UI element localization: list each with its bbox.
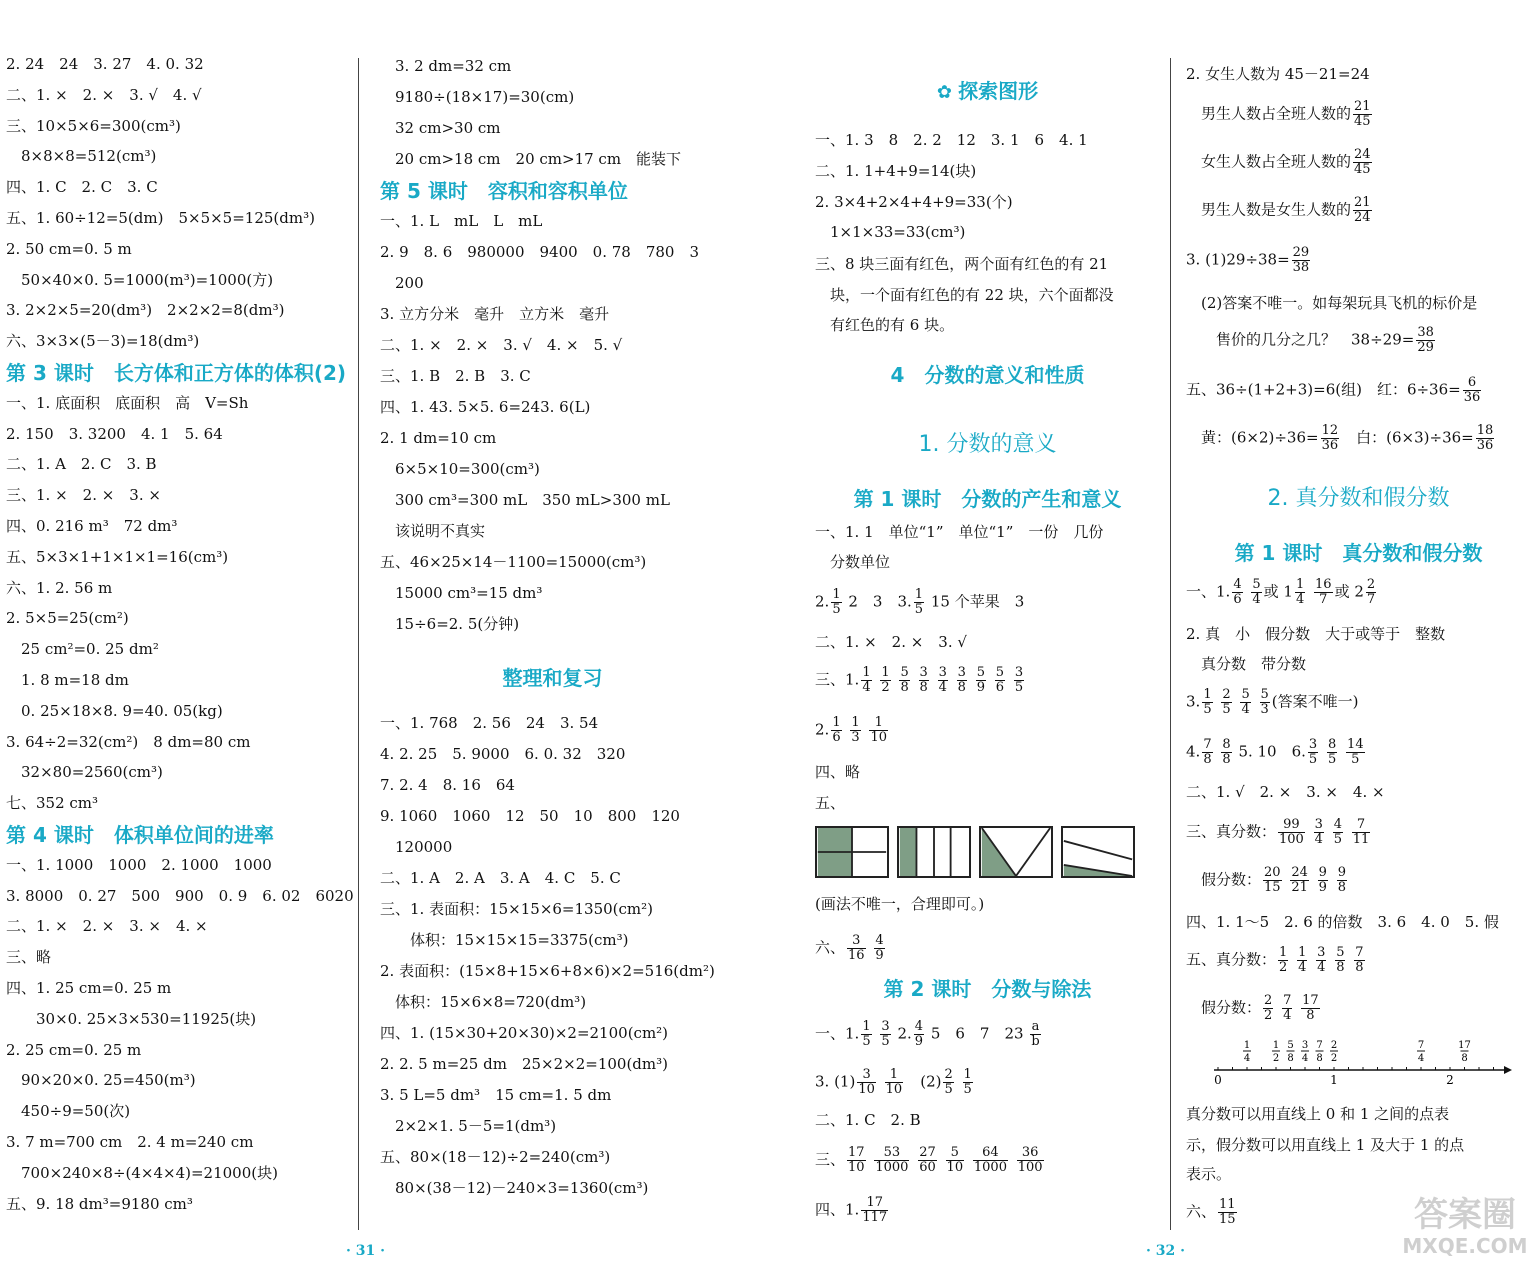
fraction: $\frac{8}{8}$	[1222, 737, 1231, 767]
svg-text:1: 1	[1272, 1040, 1280, 1051]
number-line-mark	[1287, 1040, 1295, 1064]
fraction: $\frac{1}{2}$	[881, 665, 890, 695]
fraction-list	[1200, 737, 1233, 767]
answer-line: 一、1. $\frac{1}{5}$ $\frac{3}{5}$ 2. $\frac{4}{9}$ 5 6 7 23 $\frac{a}{b}$	[815, 1019, 1040, 1049]
column-divider	[1170, 58, 1171, 1230]
fraction: $\frac{38}{29}$	[1417, 325, 1434, 355]
fraction: $\frac{a}{b}$	[1031, 1019, 1040, 1049]
fraction: $\frac{1}{6}$	[832, 715, 841, 745]
answer-line: 20 cm>18 cm 20 cm>17 cm 能装下	[380, 150, 682, 168]
answer-line: (2)答案不唯一。如每架玩具飞机的标价是	[1186, 294, 1478, 312]
fraction: $\frac{1}{3}$	[851, 715, 860, 745]
column-divider	[358, 58, 359, 1230]
fraction: $\frac{21}{45}$	[1354, 99, 1371, 129]
answer-line: (画法不唯一，合理即可。)	[815, 895, 985, 913]
answer-line: 7. 2. 4 8. 16 64	[380, 776, 515, 794]
answer-line: 2. 真 小 假分数 大于或等于 整数	[1186, 625, 1446, 643]
answer-line: 2. $\frac{1}{5}$ 2 3 3. $\frac{1}{5}$ 15 个苹果 3	[815, 587, 1025, 617]
answer-line: 9. 1060 1060 12 50 10 800 120	[380, 807, 680, 825]
answer-line: 3. 5 L=5 dm³ 15 cm=1. 5 dm	[380, 1086, 612, 1104]
answer-line: 四、1. 43. 5×5. 6=243. 6(L)	[380, 398, 591, 416]
svg-text:4: 4	[1243, 1053, 1251, 1064]
answer-line: 一、1. 3 8 2. 2 12 3. 1 6 4. 1	[815, 131, 1088, 149]
answer-line: 六、 $\frac{3}{16}$ $\frac{4}{9}$	[815, 934, 887, 963]
fraction: $\frac{4}{9}$	[914, 1019, 924, 1049]
lesson-heading: 第 1 课时 真分数和假分数	[1234, 541, 1483, 565]
answer-line: 9180÷(18×17)=30(cm)	[380, 88, 575, 106]
fraction: $\frac{2}{2}$	[1264, 993, 1273, 1023]
answer-line: 五、5×3×1+1×1×1=16(cm³)	[6, 547, 229, 566]
answer-line: 3. 64÷2=32(cm²) 8 dm=80 cm	[6, 732, 251, 751]
fraction: $\frac{8}{5}$	[1327, 737, 1337, 767]
answer-line: 二、1. × 2. × 3. √	[815, 633, 967, 651]
number-line-mark	[1316, 1040, 1324, 1064]
answer-line: 体积：15×15×15=3375(cm³)	[380, 931, 629, 949]
answer-line: 六、 $\frac{11}{15}$	[1186, 1197, 1236, 1227]
svg-text:2: 2	[1272, 1053, 1280, 1064]
tick-label: 1	[1330, 1073, 1338, 1087]
fraction: $\frac{7}{8}$	[1355, 945, 1364, 975]
fraction: $\frac{1}{5}$	[1203, 687, 1212, 717]
fraction: $\frac{1}{5}$	[963, 1067, 972, 1097]
answer-line: 假分数： $\frac{2}{2}$ $\frac{7}{4}$ $\frac{17}{8}$	[1186, 994, 1322, 1023]
answer-line: 四、1. $\frac{17}{117}$	[815, 1195, 888, 1225]
answer-line: 80×(38－12)－240×3=1360(cm³)	[380, 1179, 649, 1197]
answer-line: 四、1. C 2. C 3. C	[6, 178, 158, 197]
fraction: $\frac{7}{11}$	[1352, 817, 1370, 847]
fraction: $\frac{24}{45}$	[1354, 147, 1371, 177]
answer-line: 一、1. 底面积 底面积 高 V=Sh	[6, 393, 249, 412]
answer-line: 25 cm²=0. 25 dm²	[6, 640, 159, 659]
column-1	[6, 0, 354, 1240]
tick-label: 2	[1446, 1073, 1454, 1087]
answer-line: 450÷9=50(次)	[6, 1102, 131, 1121]
fraction: $\frac{53}{1000}$	[875, 1145, 909, 1175]
page-number-right: · 32 ·	[1146, 1243, 1185, 1259]
answer-line: 700×240×8÷(4×4×4)=21000(块)	[6, 1163, 278, 1182]
answer-line: 真分数可以用直线上 0 和 1 之间的点表	[1186, 1105, 1450, 1123]
answer-line: 300 cm³=300 mL 350 mL>300 mL	[380, 491, 670, 509]
fraction: $\frac{24}{21}$	[1291, 865, 1308, 895]
answer-line: 2. 2. 5 m=25 dm 25×2×2=100(dm³)	[380, 1055, 668, 1073]
fraction: $\frac{2}{7}$	[1366, 577, 1376, 607]
answer-line: 女生人数占全班人数的 $\frac{24}{45}$	[1186, 147, 1371, 177]
answer-line: 二、1. √ 2. × 3. × 4. ×	[1186, 783, 1385, 801]
fraction: $\frac{1}{5}$	[914, 587, 924, 617]
fraction: $\frac{5}{8}$	[900, 665, 909, 695]
answer-line: 2. 9 8. 6 980000 9400 0. 78 780 3	[380, 243, 700, 261]
answer-line: 五、80×(18－12)÷2=240(cm³)	[380, 1148, 611, 1166]
fraction: $\frac{5}{8}$	[1336, 945, 1345, 975]
svg-text:7: 7	[1316, 1040, 1323, 1051]
answer-line: 2. 150 3. 3200 4. 1 5. 64	[6, 424, 223, 443]
answer-line: 2. 3×4+2×4+4+9=33(个)	[815, 193, 1013, 211]
fraction: $\frac{20}{15}$	[1264, 865, 1281, 895]
answer-line: 3. $\frac{1}{5}$ $\frac{2}{5}$ $\frac{5}{4}$ $\frac{5}{3}$ (答案不唯一)	[1186, 687, 1359, 717]
diagonal-figure	[1061, 826, 1135, 878]
fraction: $\frac{17}{8}$	[1302, 993, 1319, 1023]
answer-line: 四、1. (15×30+20×30)×2=2100(cm²)	[380, 1024, 669, 1042]
triangle-figure	[979, 826, 1053, 878]
fraction-list	[1200, 687, 1271, 717]
fraction: $\frac{3}{5}$	[1308, 737, 1318, 767]
section-heading: ✿ 探索图形	[936, 79, 1039, 103]
fraction: $\frac{64}{1000}$	[973, 1145, 1007, 1175]
svg-text:1: 1	[1243, 1040, 1251, 1051]
strip-figure	[897, 826, 971, 878]
number-line-mark	[1243, 1040, 1251, 1064]
answer-line: 1. 8 m=18 dm	[6, 671, 129, 689]
fraction: $\frac{1}{5}$	[862, 1019, 871, 1049]
answer-line: 假分数： $\frac{20}{15}$ $\frac{24}{21}$ $\frac{9}{9}$ $\frac{9}{8}$	[1186, 866, 1349, 895]
fraction: $\frac{3}{4}$	[938, 665, 947, 695]
fraction: $\frac{18}{36}$	[1476, 423, 1494, 453]
grid-figure	[815, 826, 889, 878]
answer-line: 32×80=2560(cm³)	[6, 763, 163, 782]
fraction: $\frac{5}{4}$	[1252, 577, 1261, 607]
answer-line: 六、3×3×(5－3)=18(dm³)	[6, 332, 200, 351]
fraction: $\frac{3}{5}$	[1014, 665, 1024, 695]
answer-line: 三、 $\frac{17}{10}$ $\frac{53}{1000}$ $\frac{27}{60}$ $\frac{5}{10}$ $\frac{64}{1000}$ $\frac{36}{100}$	[815, 1146, 1046, 1175]
tick-label: 0	[1214, 1073, 1222, 1087]
fraction: $\frac{2}{5}$	[1222, 687, 1231, 717]
fraction: $\frac{1}{4}$	[862, 665, 871, 695]
answer-line: 3. 2×2×5=20(dm³) 2×2×2=8(dm³)	[6, 301, 285, 320]
lesson-heading: 第 4 课时 体积单位间的进率	[6, 823, 274, 847]
fraction: $\frac{3}{4}$	[1314, 817, 1323, 847]
answer-line: 二、1. C 2. B	[815, 1111, 921, 1129]
fraction: $\frac{5}{4}$	[1241, 687, 1250, 717]
fraction: $\frac{3}{8}$	[919, 665, 928, 695]
number-line-mark	[1417, 1040, 1425, 1064]
fraction: $\frac{3}{10}$	[858, 1067, 875, 1097]
answer-line: 五、9. 18 dm³=9180 cm³	[6, 1194, 193, 1213]
answer-line: 3. 立方分米 毫升 立方米 毫升	[380, 305, 610, 323]
fraction: $\frac{3}{16}$	[848, 933, 865, 963]
fraction: $\frac{27}{60}$	[919, 1145, 936, 1175]
fraction: $\frac{3}{8}$	[957, 665, 966, 695]
fraction: $\frac{21}{24}$	[1354, 195, 1371, 225]
answer-line: 32 cm>30 cm	[380, 119, 501, 137]
fraction: $\frac{17}{117}$	[862, 1195, 888, 1225]
answer-line: 五、36÷(1+2+3)=6(组) 红：6÷36= $\frac{6}{36}$	[1186, 375, 1481, 405]
answer-line: 4. $\frac{7}{8}$ $\frac{8}{8}$ 5. 10 6. $\frac{3}{5}$ $\frac{8}{5}$ $\frac{14}{5}$	[1186, 738, 1367, 767]
answer-line: 三、真分数： $\frac{99}{100}$ $\frac{3}{4}$ $\frac{4}{5}$ $\frac{7}{11}$	[1186, 818, 1372, 847]
answer-line: 50×40×0. 5=1000(m³)=1000(方)	[6, 270, 274, 289]
section-heading: 2. 真分数和假分数	[1267, 486, 1450, 511]
fraction-list	[1261, 993, 1322, 1023]
answer-line: 四、1. 25 cm=0. 25 m	[6, 979, 172, 997]
answer-line: 男生人数占全班人数的 $\frac{21}{45}$	[1186, 99, 1371, 129]
answer-line: 示，假分数可以用直线上 1 及大于 1 的点	[1186, 1136, 1465, 1154]
svg-text:8: 8	[1461, 1053, 1468, 1064]
answer-line: 一、1. L mL L mL	[380, 212, 543, 230]
answer-line: 2. 1 dm=10 cm	[380, 429, 497, 447]
answer-line: 6×5×10=300(cm³)	[380, 460, 540, 478]
answer-line: 五、真分数： $\frac{1}{2}$ $\frac{1}{4}$ $\frac{3}{4}$ $\frac{5}{8}$ $\frac{7}{8}$	[1186, 946, 1367, 975]
answer-line: 五、46×25×14－1100=15000(cm³)	[380, 553, 647, 571]
page-number-left: · 31 ·	[346, 1243, 385, 1259]
answer-line: 三、1. B 2. B 3. C	[380, 367, 531, 385]
lesson-heading: 第 1 课时 分数的产生和意义	[853, 487, 1122, 511]
fraction: $\frac{7}{4}$	[1283, 993, 1292, 1023]
watermark-logo: 答案圈 MXQE.COM	[1402, 1195, 1528, 1258]
number-line-mark	[1330, 1040, 1338, 1064]
lesson-heading: 整理和复习	[502, 666, 603, 690]
fraction: $\frac{1}{4}$	[1295, 577, 1305, 607]
answer-line: 2×2×1. 5－5=1(dm³)	[380, 1117, 557, 1135]
number-line-mark	[1272, 1040, 1280, 1064]
number-line	[1214, 1040, 1514, 1095]
answer-line: 30×0. 25×3×530=11925(块)	[6, 1009, 257, 1028]
answer-line: 三、1. × 2. × 3. ×	[6, 486, 161, 505]
answer-line: 2. 24 24 3. 27 4. 0. 32	[6, 55, 204, 73]
answer-line: 二、1. A 2. A 3. A 4. C 5. C	[380, 869, 621, 887]
fraction: $\frac{5}{9}$	[976, 665, 985, 695]
answer-line: 四、略	[815, 763, 861, 781]
answer-line: 200	[380, 274, 424, 292]
fraction-figures	[815, 826, 1135, 878]
fraction: $\frac{29}{38}$	[1292, 245, 1310, 275]
svg-text:4: 4	[1417, 1053, 1425, 1064]
column-3	[815, 0, 1160, 1240]
svg-text:2: 2	[1330, 1040, 1338, 1051]
fraction: $\frac{4}{9}$	[875, 933, 884, 963]
answer-line: 五、1. 60÷12=5(dm) 5×5×5=125(dm³)	[6, 209, 315, 227]
answer-line: 表示。	[1186, 1165, 1232, 1183]
fraction-list	[1276, 945, 1367, 975]
answer-line: 2. 25 cm=0. 25 m	[6, 1040, 142, 1059]
fraction: $\frac{6}{36}$	[1463, 375, 1481, 405]
answer-line: 3. 7 m=700 cm 2. 4 m=240 cm	[6, 1133, 254, 1151]
fraction: $\frac{1}{10}$	[885, 1067, 903, 1097]
fraction: $\frac{4}{5}$	[1333, 817, 1342, 847]
answer-line: 该说明不真实	[380, 522, 486, 540]
fraction: $\frac{36}{100}$	[1017, 1145, 1043, 1175]
answer-line: 二、1. × 2. × 3. √ 4. √	[6, 85, 202, 104]
answer-line: 五、	[815, 794, 846, 812]
fraction: $\frac{99}{100}$	[1279, 817, 1304, 847]
answer-line: 二、1. 1+4+9=14(块)	[815, 162, 977, 180]
answer-line: 3. (1) $\frac{3}{10}$ $\frac{1}{10}$ (2) $\frac{2}{5}$ $\frac{1}{5}$	[815, 1067, 972, 1097]
answer-line: 有红色的有 6 块。	[815, 316, 955, 334]
number-line-mark	[1301, 1040, 1309, 1064]
svg-text:3: 3	[1301, 1040, 1309, 1051]
fraction: $\frac{1}{5}$	[832, 587, 841, 617]
answer-line: 15000 cm³=15 dm³	[380, 584, 543, 602]
svg-text:17: 17	[1458, 1040, 1471, 1051]
fraction: $\frac{2}{5}$	[944, 1067, 953, 1097]
answer-line: 2. 女生人数为 45－21=24	[1186, 65, 1370, 83]
answer-line: 四、1. 1～5 2. 6 的倍数 3. 6 4. 0 5. 假	[1186, 913, 1499, 931]
lesson-heading: 第 5 课时 容积和容积单位	[380, 179, 628, 203]
svg-text:5: 5	[1287, 1040, 1294, 1051]
answer-line: 15÷6=2. 5(分钟)	[380, 615, 520, 633]
fraction: $\frac{17}{10}$	[848, 1145, 865, 1175]
answer-line: 七、352 cm³	[6, 794, 99, 813]
fraction: $\frac{3}{4}$	[1317, 945, 1326, 975]
answer-line: 2. 表面积：(15×8+15×6+8×6)×2=516(dm²)	[380, 962, 715, 980]
fraction: $\frac{12}{36}$	[1321, 423, 1339, 453]
answer-line: 2. 5×5=25(cm²)	[6, 609, 129, 628]
svg-text:8: 8	[1287, 1053, 1294, 1064]
answer-line: 90×20×0. 25=450(m³)	[6, 1071, 196, 1090]
fraction: $\frac{9}{9}$	[1318, 865, 1327, 895]
answer-line: 一、1. 1000 1000 2. 1000 1000	[6, 855, 272, 874]
axis-arrow	[1504, 1066, 1512, 1074]
answer-line: 二、1. × 2. × 3. √ 4. × 5. √	[380, 336, 623, 354]
answer-line: 3. 2 dm=32 cm	[380, 57, 512, 75]
fraction-list	[845, 1145, 1046, 1175]
unit-heading: 4 分数的意义和性质	[890, 363, 1085, 387]
answer-line: 三、10×5×6=300(cm³)	[6, 116, 181, 135]
svg-text:7: 7	[1417, 1040, 1425, 1051]
fraction: $\frac{1}{4}$	[1298, 945, 1307, 975]
answer-line: 1×1×33=33(cm³)	[815, 223, 966, 241]
answer-line: 2. $\frac{1}{6}$ $\frac{1}{3}$ $\frac{1}{10}$	[815, 716, 890, 745]
fraction: $\frac{14}{5}$	[1347, 737, 1364, 767]
answer-line: 三、1. $\frac{1}{4}$ $\frac{1}{2}$ $\frac{5}{8}$ $\frac{3}{8}$ $\frac{3}{4}$ $\frac{3}{8}$ $\frac{5}{9}$ $\frac{5}{6}$ $\frac{3}{5}$	[815, 666, 1026, 695]
answer-line: 8×8×8=512(cm³)	[6, 147, 157, 166]
section-heading: 1. 分数的意义	[918, 432, 1057, 457]
fraction: $\frac{5}{6}$	[995, 665, 1005, 695]
answer-line: 二、1. × 2. × 3. × 4. ×	[6, 917, 208, 936]
answer-line: 二、1. A 2. C 3. B	[6, 455, 157, 474]
fraction: $\frac{11}{15}$	[1219, 1197, 1236, 1227]
column-4	[1186, 0, 1531, 1240]
answer-line: 一、1. 1 单位“1” 单位“1” 一份 几份	[815, 523, 1104, 541]
answer-line: 三、略	[6, 948, 52, 967]
number-line-mark	[1458, 1040, 1471, 1064]
answer-line: 0. 25×18×8. 9=40. 05(kg)	[6, 701, 223, 720]
answer-line: 真分数 带分数	[1186, 655, 1307, 673]
answer-line: 一、1. 768 2. 56 24 3. 54	[380, 714, 599, 732]
fraction: $\frac{5}{3}$	[1260, 687, 1269, 717]
answer-line: 3. 8000 0. 27 500 900 0. 9 6. 02 6020	[6, 886, 354, 905]
fraction: $\frac{16}{7}$	[1315, 577, 1332, 607]
fraction: $\frac{7}{8}$	[1203, 737, 1212, 767]
answer-line: 块，一个面有红色的有 22 块，六个面都没	[815, 286, 1114, 304]
lesson-heading: 第 3 课时 长方体和正方体的体积(2)	[6, 361, 347, 385]
lesson-heading: 第 2 课时 分数与除法	[883, 977, 1092, 1001]
answer-line: 2. 50 cm=0. 5 m	[6, 239, 132, 258]
answer-line: 分数单位	[815, 553, 891, 571]
answer-line: 黄：(6×2)÷36= $\frac{12}{36}$ 白：(6×3)÷36= $\frac{18}{36}$	[1186, 423, 1494, 453]
answer-line: 体积：15×6×8=720(dm³)	[380, 993, 587, 1011]
answer-line: 六、1. 2. 56 m	[6, 578, 113, 597]
fraction: $\frac{9}{8}$	[1337, 865, 1347, 895]
answer-line: 4. 2. 25 5. 9000 6. 0. 32 320	[380, 745, 626, 763]
svg-text:4: 4	[1301, 1053, 1309, 1064]
fraction-list	[1306, 737, 1367, 767]
fraction: $\frac{1}{2}$	[1279, 945, 1288, 975]
answer-line: 三、8 块三面有红色，两个面有红色的有 21	[815, 255, 1109, 273]
svg-text:8: 8	[1316, 1053, 1323, 1064]
answer-line: 3. (1)29÷38= $\frac{29}{38}$	[1186, 245, 1310, 275]
answer-line: 男生人数是女生人数的 $\frac{21}{24}$	[1186, 195, 1371, 225]
fraction: $\frac{4}{6}$	[1233, 577, 1242, 607]
fraction: $\frac{3}{5}$	[881, 1019, 890, 1049]
answer-line: 售价的几分之几？ 38÷29= $\frac{38}{29}$	[1186, 325, 1434, 355]
answer-line: 三、1. 表面积：15×15×6=1350(cm²)	[380, 900, 654, 918]
answer-line: 120000	[380, 838, 453, 856]
answer-line: 一、1. $\frac{4}{6}$ $\frac{5}{4}$ 或 1 $\frac{1}{4}$ $\frac{16}{7}$ 或 2 $\frac{2}{7}$	[1186, 577, 1376, 607]
svg-text:2: 2	[1330, 1053, 1338, 1064]
column-2	[380, 0, 725, 1240]
fraction: $\frac{5}{10}$	[946, 1145, 964, 1175]
answer-line: 四、0. 216 m³ 72 dm³	[6, 517, 178, 535]
fraction: $\frac{1}{10}$	[870, 715, 887, 745]
